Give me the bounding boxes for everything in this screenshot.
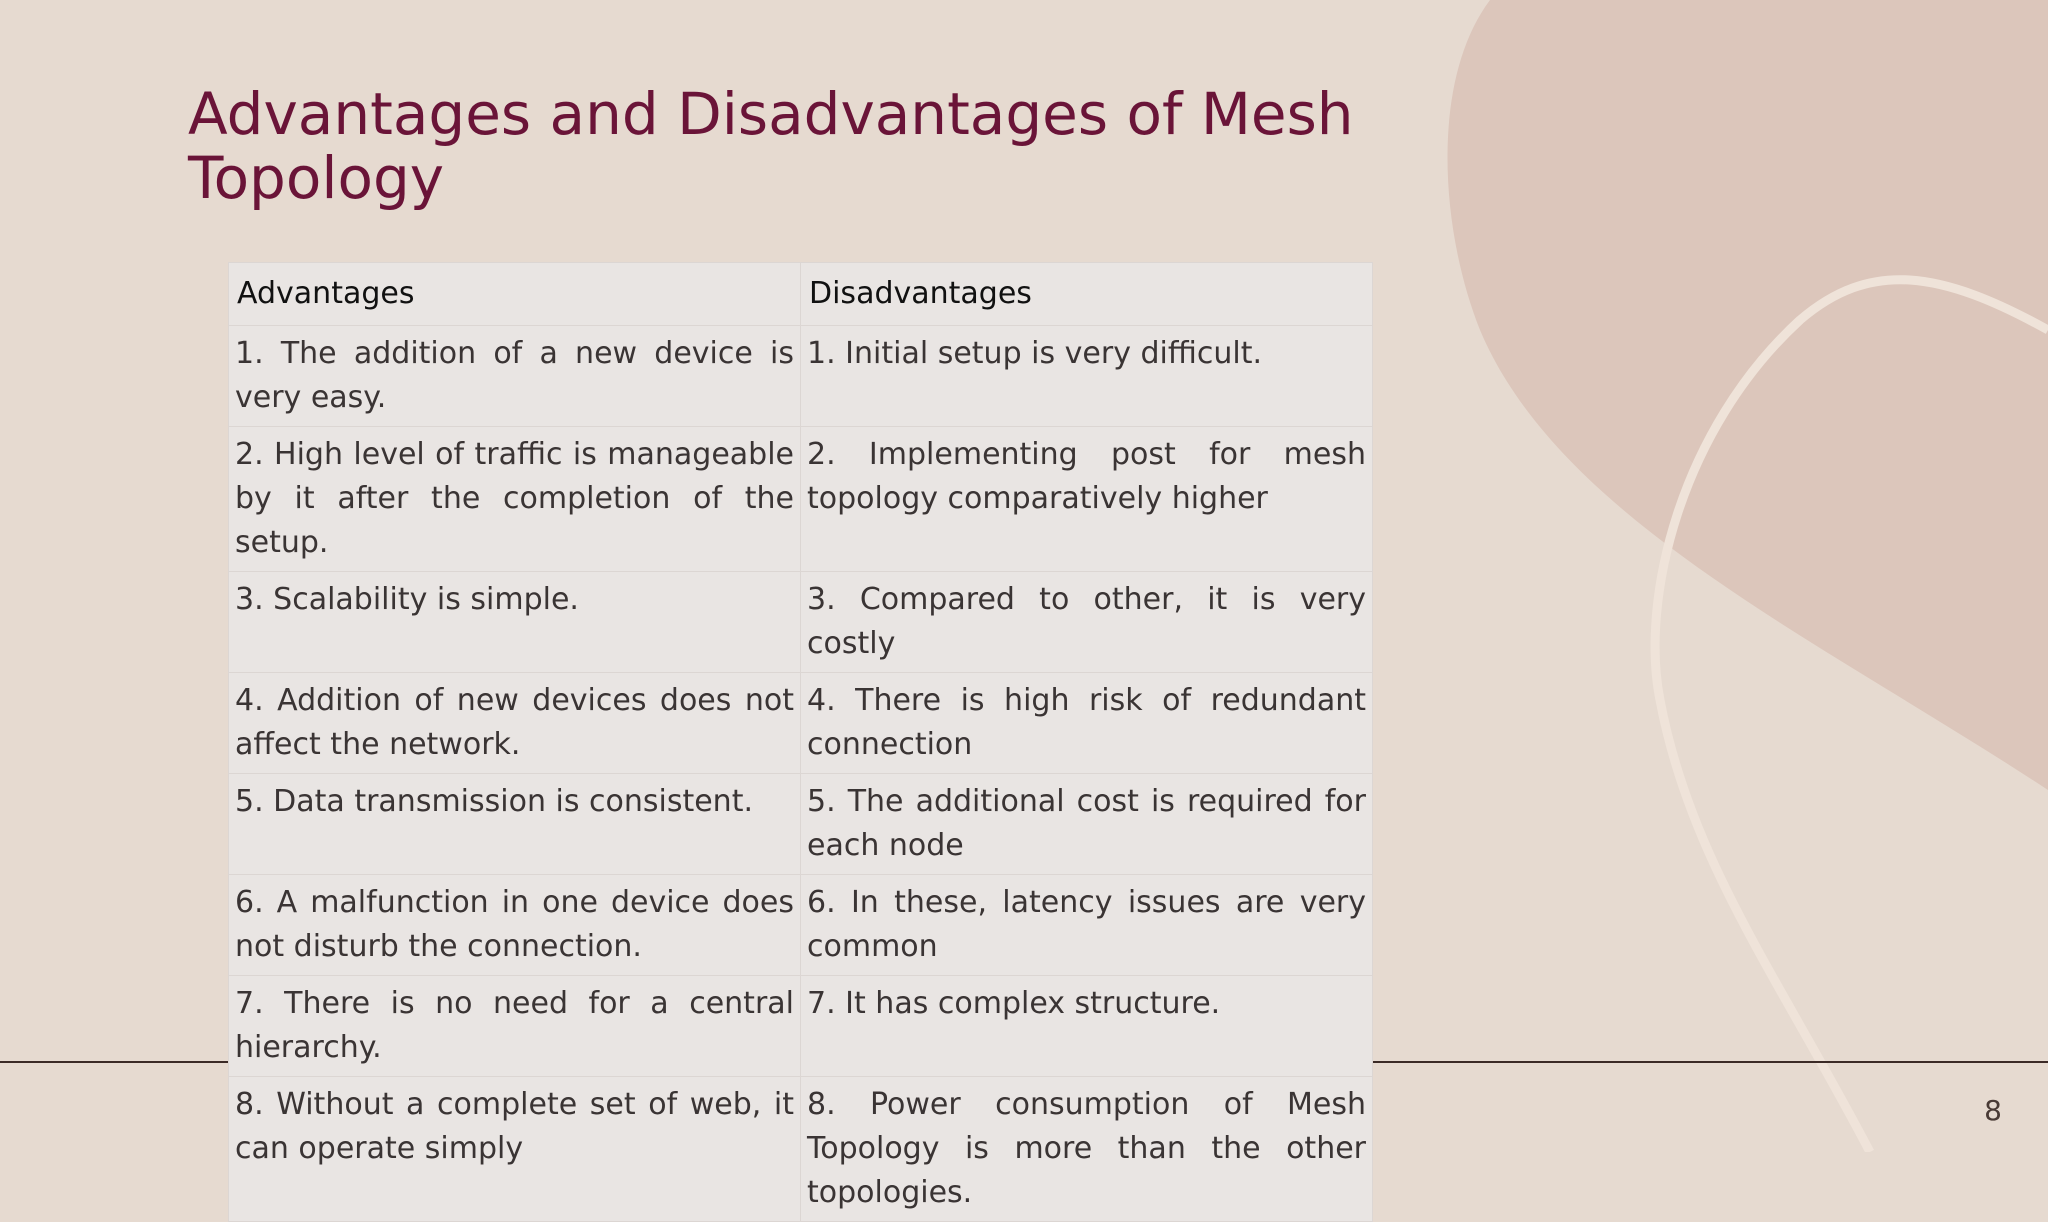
background-blob-shape (1448, 0, 2048, 790)
advantage-cell: 2. High level of traffic is manageable by it after the completion of the setup. (229, 427, 801, 572)
advantage-cell: 8. Without a complete set of web, it can operate simply (229, 1077, 801, 1222)
table-row (229, 326, 1373, 427)
disadvantage-cell: 4. There is high risk of redundant connection (801, 673, 1373, 774)
disadvantage-cell: 7. It has complex structure. (801, 976, 1373, 1077)
advantage-cell: 4. Addition of new devices does not affect the network. (229, 673, 801, 774)
disadvantage-cell: 5. The additional cost is required for each node (801, 774, 1373, 875)
title-line-2: Topology (188, 146, 1388, 210)
disadvantage-cell: 8. Power consumption of Mesh Topology is more than the other topologies. (801, 1077, 1373, 1222)
table-row (229, 976, 1373, 1077)
title-line-1: Advantages and Disadvantages of Mesh (188, 82, 1388, 146)
slide-title (188, 82, 1388, 210)
comparison-table (228, 262, 1373, 1222)
advantage-cell: 6. A malfunction in one device does not disturb the connection. (229, 875, 801, 976)
advantage-cell: 7. There is no need for a central hierarchy. (229, 976, 801, 1077)
disadvantage-cell: 3. Compared to other, it is very costly (801, 572, 1373, 673)
disadvantage-cell: 1. Initial setup is very difficult. (801, 326, 1373, 427)
table-row (229, 875, 1373, 976)
page-number: 8 (1984, 1094, 2002, 1127)
advantage-cell: 1. The addition of a new device is very easy. (229, 326, 801, 427)
table-header-row (229, 263, 1373, 326)
advantage-cell: 3. Scalability is simple. (229, 572, 801, 673)
advantage-cell: 5. Data transmission is consistent. (229, 774, 801, 875)
table-row (229, 427, 1373, 572)
header-advantages: Advantages (229, 263, 801, 326)
table-row (229, 1077, 1373, 1222)
header-disadvantages: Disadvantages (801, 263, 1373, 326)
disadvantage-cell: 2. Implementing post for mesh topology comparatively higher (801, 427, 1373, 572)
table-row (229, 774, 1373, 875)
table-row (229, 673, 1373, 774)
table-row (229, 572, 1373, 673)
disadvantage-cell: 6. In these, latency issues are very common (801, 875, 1373, 976)
